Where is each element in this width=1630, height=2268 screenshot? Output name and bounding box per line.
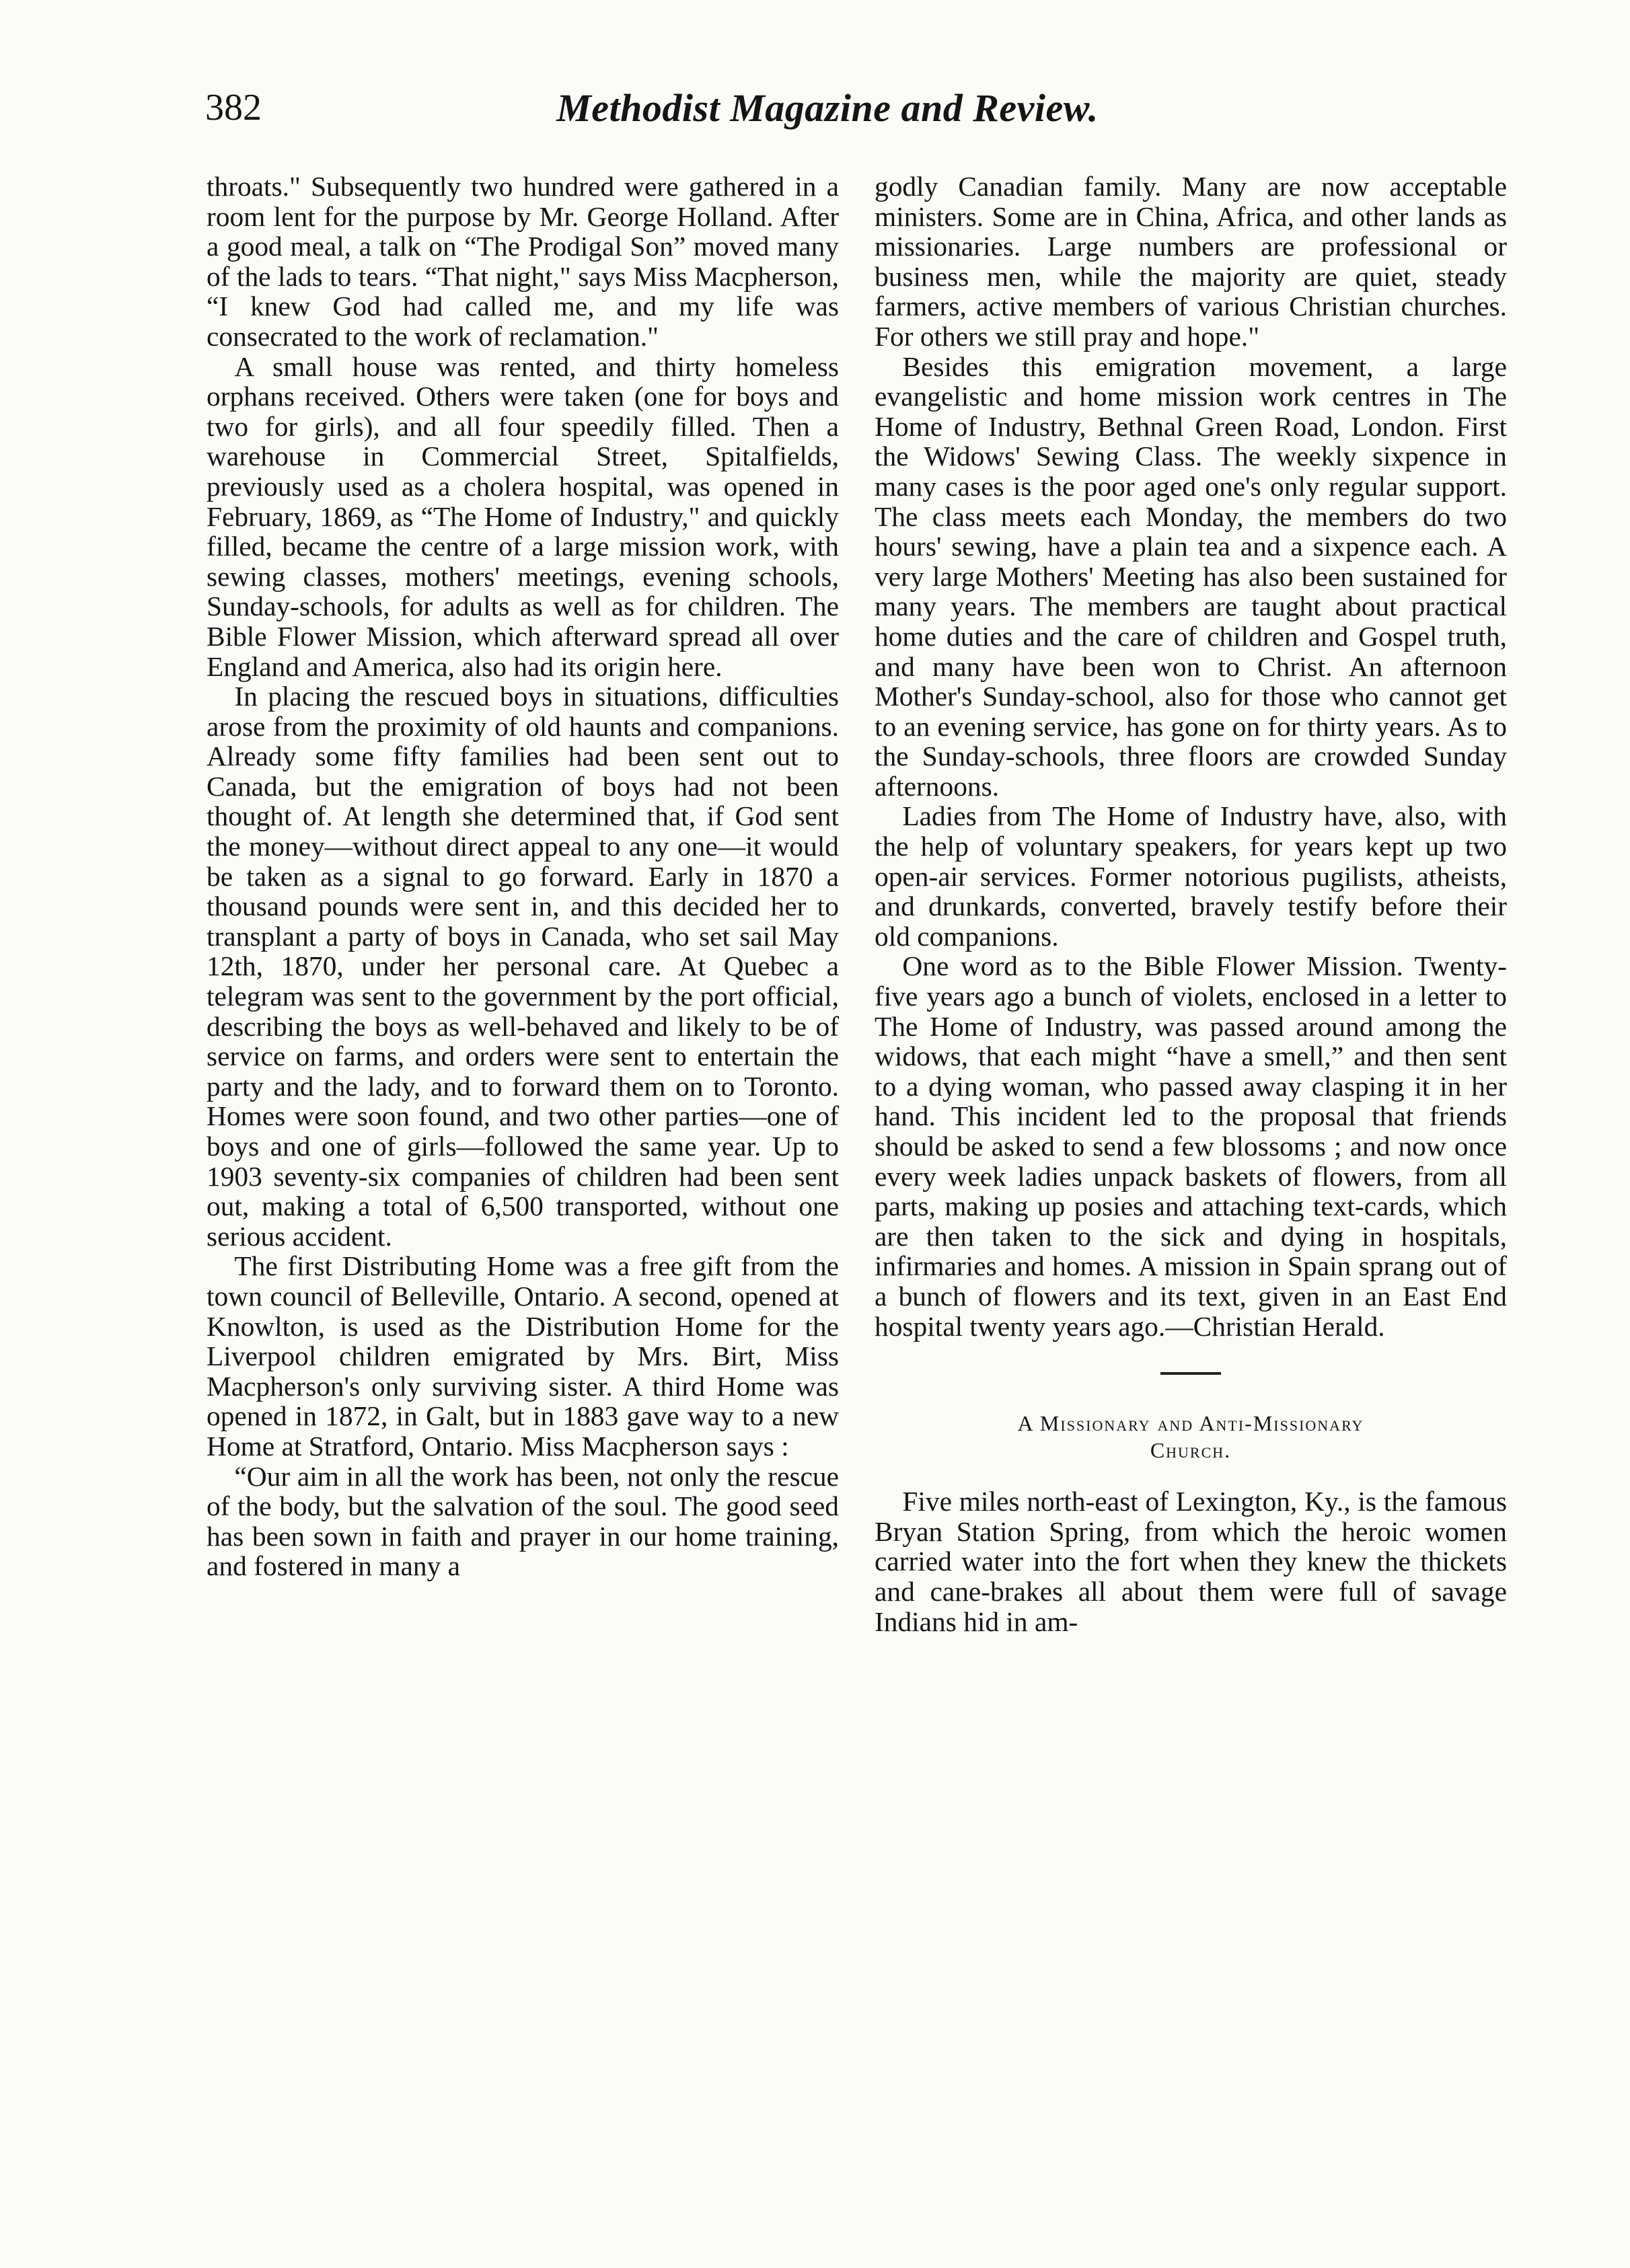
section-divider xyxy=(1160,1372,1221,1375)
paragraph: A small house was rented, and thirty homeless orphans received. Others were taken (one for boys and two for girls), and all four speedily filled. Then a warehouse in Commercial Street, Spitalfields, previously used as a cholera hospital, was opened in February, 1869, as “The Home of Industry," and quickly filled, became the centre of a large mission work, with sewing classes, mothers' meetings, evening schools, Sunday-schools, for adults as well as for children. The Bible Flower Mission, which afterward spread all over England and America, also had its origin here. xyxy=(207,350,839,682)
running-head: Methodist Magazine and Review. xyxy=(556,86,1099,130)
paragraph: In placing the rescued boys in situations, difficulties arose from the proximity of old haunts and companions. Already some fifty families had been sent out to Canada, but the emigration of boys had not been thought of. At length she determined that, if God sent the money—without direct appeal to any one—it would be taken as a signal to go forward. Early in 1870 a thousand pounds were sent in, and this decided her to transplant a party of boys in Canada, who set sail May 12th, 1870, under her personal care. At Quebec a telegram was sent to the government by the port official, describing the boys as well-behaved and likely to be of service on farms, and orders were sent to entertain the party and the lady, and to forward them on to Toronto. Homes were soon found, and two other parties—one of boys and one of girls—followed the same year. Up to 1903 seventy-six companies of children had been sent out, making a total of 6,500 transported, without one serious accident. xyxy=(207,681,839,1252)
left-column xyxy=(207,172,839,1581)
paragraph: The first Distributing Home was a free gift from the town council of Belleville, Ontario. A second, opened at Knowlton, is used as the Distribution Home for the Liverpool children emigrated by Mrs. Birt, Miss Macpherson's only surviving sister. A third Home was opened in 1872, in Galt, but in 1883 gave way to a new Home at Stratford, Ontario. Miss Macpherson says : xyxy=(207,1250,839,1462)
section-heading-line: A Missionary and Anti-Missionary xyxy=(1017,1411,1364,1436)
paragraph: godly Canadian family. Many are now acceptable ministers. Some are in China, Africa, and other lands as missionaries. Large numbers are professional or business men, while the majority are quiet, steady farmers, active members of various Christian churches. For others we still pray and hope." xyxy=(875,171,1507,352)
paragraph: One word as to the Bible Flower Mission. Twenty-five years ago a bunch of violets, enclosed in a letter to The Home of Industry, was passed around among the widows, that each might “have a smell,” and then sent to a dying woman, who passed away clasping it in her hand. This incident led to the proposal that friends should be asked to send a few blossoms ; and now once every week ladies unpack baskets of flowers, from all parts, making up posies and attaching text-cards, which are then taken to the sick and dying in hospitals, infirmaries and homes. A mission in Spain sprang out of a bunch of flowers and its text, given in an East End hospital twenty years ago.—Christian Herald. xyxy=(875,950,1507,1342)
paragraph: Five miles north-east of Lexington, Ky., is the famous Bryan Station Spring, from which the heroic women carried water into the fort when they knew the thickets and cane-brakes all about them were full of savage Indians hid in am- xyxy=(875,1486,1507,1637)
page-header xyxy=(205,86,1450,149)
section-heading-line: Church. xyxy=(1150,1438,1232,1463)
paragraph: “Our aim in all the work has been, not only the rescue of the body, but the salvation of the soul. The good seed has been sown in faith and prayer in our home training, and fostered in many a xyxy=(207,1460,839,1582)
page-number: 382 xyxy=(205,87,262,128)
right-column xyxy=(875,172,1507,1636)
paragraph: Besides this emigration movement, a large evangelistic and home mission work centres in The Home of Industry, Bethnal Green Road, London. First the Widows' Sewing Class. The weekly sixpence in many cases is the poor aged one's only regular support. The class meets each Monday, the members do two hours' sewing, have a plain tea and a sixpence each. A very large Mothers' Meeting has also been sustained for many years. The members are taught about practical home duties and the care of children and Gospel truth, and many have been won to Christ. An afternoon Mother's Sunday-school, also for those who cannot get to an evening service, has gone on for thirty years. As to the Sunday-schools, three floors are crowded Sunday afternoons. xyxy=(875,350,1507,802)
paragraph: throats." Subsequently two hundred were gathered in a room lent for the purpose by Mr. George Holland. After a good meal, a talk on “The Prodigal Son” moved many of the lads to tears. “That night," says Miss Macpherson, “I knew God had called me, and my life was consecrated to the work of reclamation." xyxy=(207,171,839,352)
paragraph: Ladies from The Home of Industry have, also, with the help of voluntary speakers, for years kept up two open-air services. Former notorious pugilists, atheists, and drunkards, converted, bravely testify before their old companions. xyxy=(875,800,1507,952)
section-heading xyxy=(875,1410,1507,1464)
